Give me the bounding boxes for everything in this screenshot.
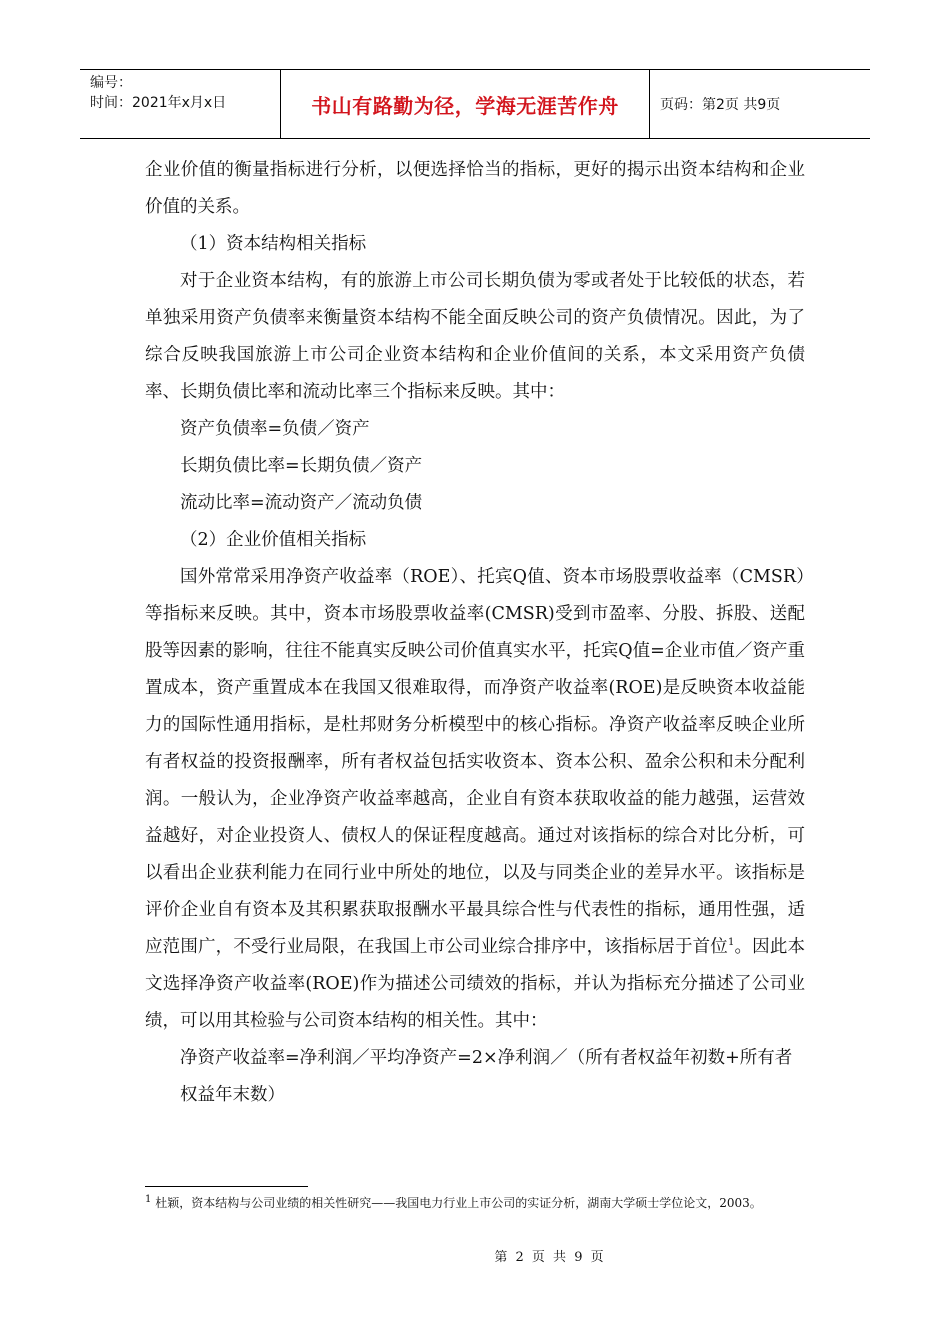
- footnote-text: 杜颖，资本结构与公司业绩的相关性研究——我国电力行业上市公司的实证分析，湖南大学硕士学位论文，2003。: [151, 1196, 762, 1210]
- paragraph-enterprise-value-main: 国外常常采用净资产收益率（ROE）、托宾Q值、资本市场股票收益率（CMSR）等指标来反映。其中，资本市场股票收益率(CMSR)受到市盈率、分股、拆股、送配股等因素的影响，往往不能真实反映公司价值真实水平，托宾Q值=企业市值／资产重置成本，资产重置成本在我国又很难取得，而净资产收益率(ROE)是反映资本收益能力的国际性通用指标，是杜邦财务分析模型中的核心指标。净资产收益率反映企业所有者权益的投资报酬率，所有者权益包括实收资本、资本公积、盈余公积和未分配利润。一般认为，企业净资产收益率越高，企业自有资本获取收益的能力越强，运营效益越好，对企业投资人、债权人的保证程度越高。通过对该指标的综合对比分析，可以看出企业获利能力在同行业中所处的地位，以及与同类企业的差异水平。该指标是评价企业自有资本及其积累获取报酬水平最具综合性与代表性的指标，通用性强，适应范围广，不受行业局限，在我国上市公司业综合排序中，该指标居于首位: [145, 567, 805, 957]
- header-page-info: [650, 70, 870, 138]
- paragraph-enterprise-value: [145, 559, 805, 1040]
- footnote: [145, 1193, 805, 1213]
- paragraph-enterprise-value-tail: 。因此本文选择净资产收益率(ROE)作为描述公司绩效的指标，并认为指标充分描述了公司业绩，可以用其检验与公司资本结构的相关性。其中：: [145, 937, 806, 1031]
- header-meta: [80, 70, 280, 138]
- footnote-reference[interactable]: 1: [727, 937, 735, 949]
- footnote-divider: [145, 1186, 308, 1187]
- page-number: 第 2 页 共 9 页: [494, 1250, 606, 1265]
- number-label: 编号：: [90, 75, 132, 91]
- footnote-marker: 1: [145, 1194, 152, 1205]
- formula-roe: 净资产收益率=净利润／平均净资产=2×净利润／（所有者权益年初数+所有者权益年末数）: [180, 1048, 793, 1105]
- paragraph-capital-structure: 对于企业资本结构，有的旅游上市公司长期负债为零或者处于比较低的状态，若单独采用资产负债率来衡量资本结构不能全面反映公司的资产负债情况。因此，为了综合反映我国旅游上市公司企业资本结构和企业价值间的关系，本文采用资产负债率、长期负债比率和流动比率三个指标来反映。其中：: [145, 271, 805, 402]
- formula-debt-ratio: 资产负债率=负债／资产: [180, 419, 370, 439]
- section-heading-capital-structure: （1）资本结构相关指标: [180, 234, 367, 254]
- formula-long-term-debt-ratio: 长期负债比率=长期负债／资产: [180, 456, 423, 476]
- page-info-text: 页码：第2页 共9页: [660, 97, 781, 113]
- paragraph-intro: 企业价值的衡量指标进行分析，以便选择恰当的指标，更好的揭示出资本结构和企业价值的关系。: [145, 160, 805, 217]
- formula-current-ratio: 流动比率=流动资产／流动负债: [180, 493, 423, 513]
- header-motto: 书山有路勤为径，学海无涯苦作舟: [311, 93, 619, 118]
- page-footer: [0, 1246, 950, 1265]
- page-header: [80, 69, 870, 139]
- section-heading-enterprise-value: （2）企业价值相关指标: [180, 530, 367, 550]
- document-body: [145, 152, 805, 1114]
- header-motto-cell: [280, 70, 650, 138]
- time-label: 时间：2021年x月x日: [90, 95, 227, 111]
